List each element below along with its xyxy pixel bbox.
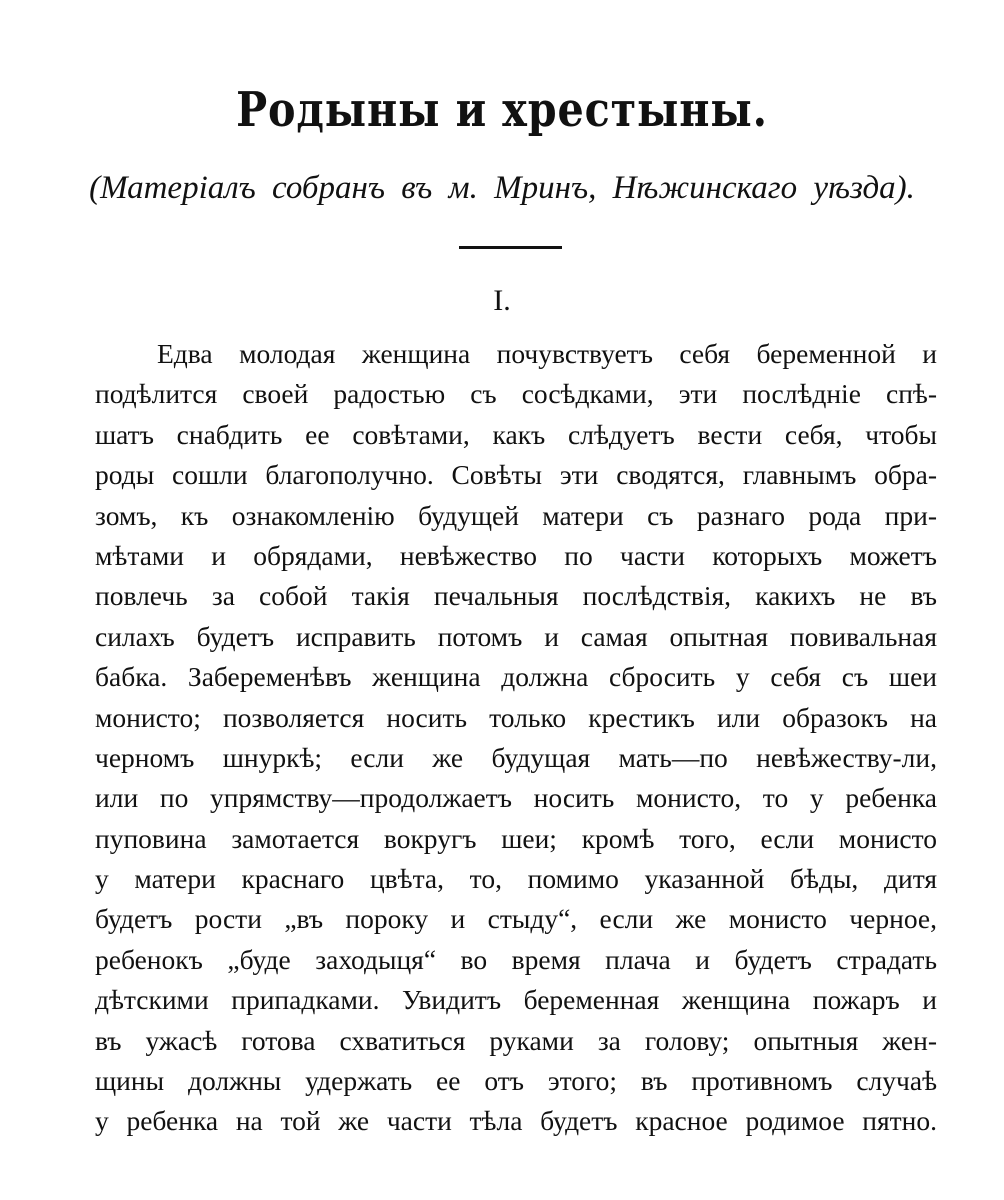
- text-line: дѣтскими припадками. Увидитъ беременная женщина пожаръ и: [95, 984, 937, 1016]
- text-line: у ребенка на той же части тѣла будетъ красное родимое пятно.: [95, 1105, 937, 1137]
- text-line: или по упрямству—продолжаетъ носить монисто, то у ребенка: [95, 782, 937, 814]
- title-divider: [459, 246, 562, 249]
- text-line: силахъ будетъ исправить потомъ и самая опытная повивальная: [95, 620, 937, 652]
- text-line: щины должны удержать ее отъ этого; въ противномъ случаѣ: [95, 1065, 937, 1097]
- text-line: зомъ, къ ознакомленію будущей матери съ разнаго рода при-: [95, 499, 937, 531]
- text-line: черномъ шнуркѣ; если же будущая мать—по невѣжеству-ли,: [95, 741, 937, 773]
- text-line: подѣлится своей радостью съ сосѣдками, эти послѣдніе спѣ-: [95, 378, 937, 410]
- text-line: монисто; позволяется носить только крестикъ или образокъ на: [95, 701, 937, 733]
- text-line: ребенокъ „буде заходыця“ во время плача и будетъ страдать: [95, 943, 937, 975]
- text-line: роды сошли благополучно. Совѣты эти сводятся, главнымъ обра-: [95, 459, 937, 491]
- text-line: будетъ рости „въ пороку и стыду“, если же монисто черное,: [95, 903, 937, 935]
- text-line: мѣтами и обрядами, невѣжество по части которыхъ можетъ: [95, 539, 937, 571]
- text-line: Едва молодая женщина почувствуетъ себя беременной и: [157, 338, 937, 369]
- text-line: бабка. Забеременѣвъ женщина должна сбросить у себя съ шеи: [95, 661, 937, 693]
- section-number: I.: [493, 284, 511, 317]
- text-line: шатъ снабдить ее совѣтами, какъ слѣдуетъ вести себя, чтобы: [95, 418, 937, 450]
- body-paragraph: [95, 334, 937, 1142]
- text-line: пуповина замотается вокругъ шеи; кромѣ того, если монисто: [95, 822, 937, 854]
- page-subtitle: (Матеріалъ собранъ въ м. Мринъ, Нѣжинскаго уѣзда).: [89, 170, 915, 206]
- text-line: повлечь за собой такія печальныя послѣдствія, какихъ не въ: [95, 580, 937, 612]
- text-line: въ ужасѣ готова схватиться руками за голову; опытныя жен-: [95, 1024, 937, 1056]
- page-title: Родыны и хрестыны.: [236, 82, 768, 138]
- text-line: у матери краснаго цвѣта, то, помимо указанной бѣды, дитя: [95, 863, 937, 895]
